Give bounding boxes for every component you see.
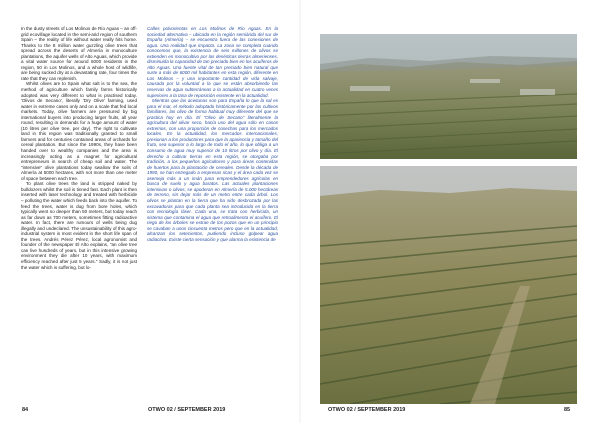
issue-footer-left: OTWO 02 / SEPTEMBER 2019 xyxy=(148,407,226,413)
english-text-column xyxy=(21,26,137,270)
english-paragraph-1: In the dusty streets of Los Molinos de Río Aguas – an off-grid ecovillage located in the semi-arid region of southern Spain – the reality of life without water really hits home. Thanks to the 8 million water guzzling olive trees that spread across the deserts of Almería in monoculture plantations, the aquifer wells of Alto Aguas, which provide a vital water source for around 6000 residents in the region, 50 in Los Molinos, and a whole host of wildlife, are being sucked dry at a devastating rate, four times the rate that they can replenish. xyxy=(21,26,137,81)
page-number-left: 84 xyxy=(22,407,29,413)
aerial-photo-plantation-top xyxy=(320,34,577,159)
english-paragraph-3: To plant olive trees the land is stripped naked by bulldozers whilst the soil is tinned fast. Each plant is then inserted with laser technology and treated with herbicide – polluting the water which feeds back into the aquifer. To feed the trees, water is dug from bore holes, which typically went no deeper than 50 meters, but today reach as far down as 700 meters, sometimes fitting radioactive water. In fact, there are rumours of wells being dug illegally and undeclared. The unsustainability of this agro-industrial system is most evident in the short life span of the trees. Andrés Pérez Pérez, local agronomist and founder of the newspaper El Alto explains, "an olive tree can live hundreds of years, but in this intensive growing environment they die after 10 years, with maximum efficiency reached after just 5 years." Sadly, it is not just the water which is suffering, but lo- xyxy=(21,181,137,270)
spanish-text-column xyxy=(147,26,278,242)
issue-footer-right: OTWO 02 / SEPTEMBER 2019 xyxy=(328,407,406,413)
page-spine xyxy=(299,0,301,423)
aerial-photo-plantation-bottom xyxy=(320,166,577,404)
spanish-paragraph-1: Calles polvorientas en Los Molinos de Río Aguas. En la sociedad alternativa – ubicada en la región semiárida del sur de España (Almería) – se encuentra fuera de las conexiones de agua. Una realidad que impacta. La zona se completa cuando conocemos que, la existencia de seis millones de olivos se extienden en monocultivo por las desérticas tierras almerienses, disminuida la capacidad de tan preciado bien en los acuíferos de Alto Aguas. Una fuente vital de tan preciado bien natural que surte a más de 6000 mil habitantes en esta región, diferente en Los Molinos – y una importante cantidad de vida salvaje, causada por la voluntad a la que se están absorbiendo las reservas de agua subterráneas a la actualidad en cuatro veces superiores a la tasa de reposición existente en la actualidad. xyxy=(147,26,278,98)
page-number-right: 85 xyxy=(564,407,571,413)
english-paragraph-2: Whilst olives are to Spain what salt is to the sea, the method of agriculture which family farms historically adopted was very different to what is practised today. 'Olivos de Secano', literally 'Dry Olive' farming, used water in extreme cases only and on a scale that fed local markets. Today, olive farmers are pressured by big international buyers into producing larger fruits, all year round, resulting in demands for a huge amount of water (10 litres per olive tree, per day). The right to cultivate land in this region was traditionally granted to small farmers and for centuries contained areas of orchards for cereal plantation. But since the 1990s, they have been handed over to wealthy companies and the area is increasingly acting as a magnet for agricultural entrepreneurs in search of cheap soil and water. The "intensive" olive plantations today swallow the soils of Almería at 5000 hectares, with not more than one meter of space between each tree. xyxy=(21,81,137,181)
spanish-paragraph-2: Mientras que las aceitunas son para España lo que la sal es para el mar, el método adoptado históricamente por las cultivos familiares, las olivo de forma habitual muy diferente del que se practica hoy en día. El "Olivo de Secano" literalmente la agricultura del olivar seco, hacía uso del agua sólo en casos extremos, con una proporción de cosechas para los mercados locales. En la actualidad, los mercados internacionales, presionan a los productores para que la apariencia y tamaño del fruto, sea superior a lo largo de todo el año, lo que obliga a un consumo de agua muy superior de 10 litros por olivo y día. El derecho a cultivar tierras en esta región, se otorgaba por tradición, a los pequeños agricultores y para áreas contenidas de huertos para la plantación de cereales. Desde la década de 1990, se han entregado a empresas ricas y el área cada vez se asemeja más a un imán para emprendedores agrícolas en busca de suelo y agua baratos. Las actuales plantaciones intensivas o olivos, se apoderan en Almería de 5.000 hectáreas de terreno, sin dejar más de un metro entre cada árbol. Los olivos se plantan en la tierra que ha sido desbrozada por las excavadoras para que cada planta sea introducida en la tierra con tecnología láser. Cada una, se trata con herbicida, un sistema que contamina el agua que retroalimenta el acuífero. El riego de los árboles se extrae de los pozos que en un principio se cavaban a unos cincuenta metros pero que en la actualidad, alcanzan los setecientos, pudiendo incluso golpear agua radiactiva. Existe cierta sensación y que alarma la existencia de xyxy=(147,98,278,242)
